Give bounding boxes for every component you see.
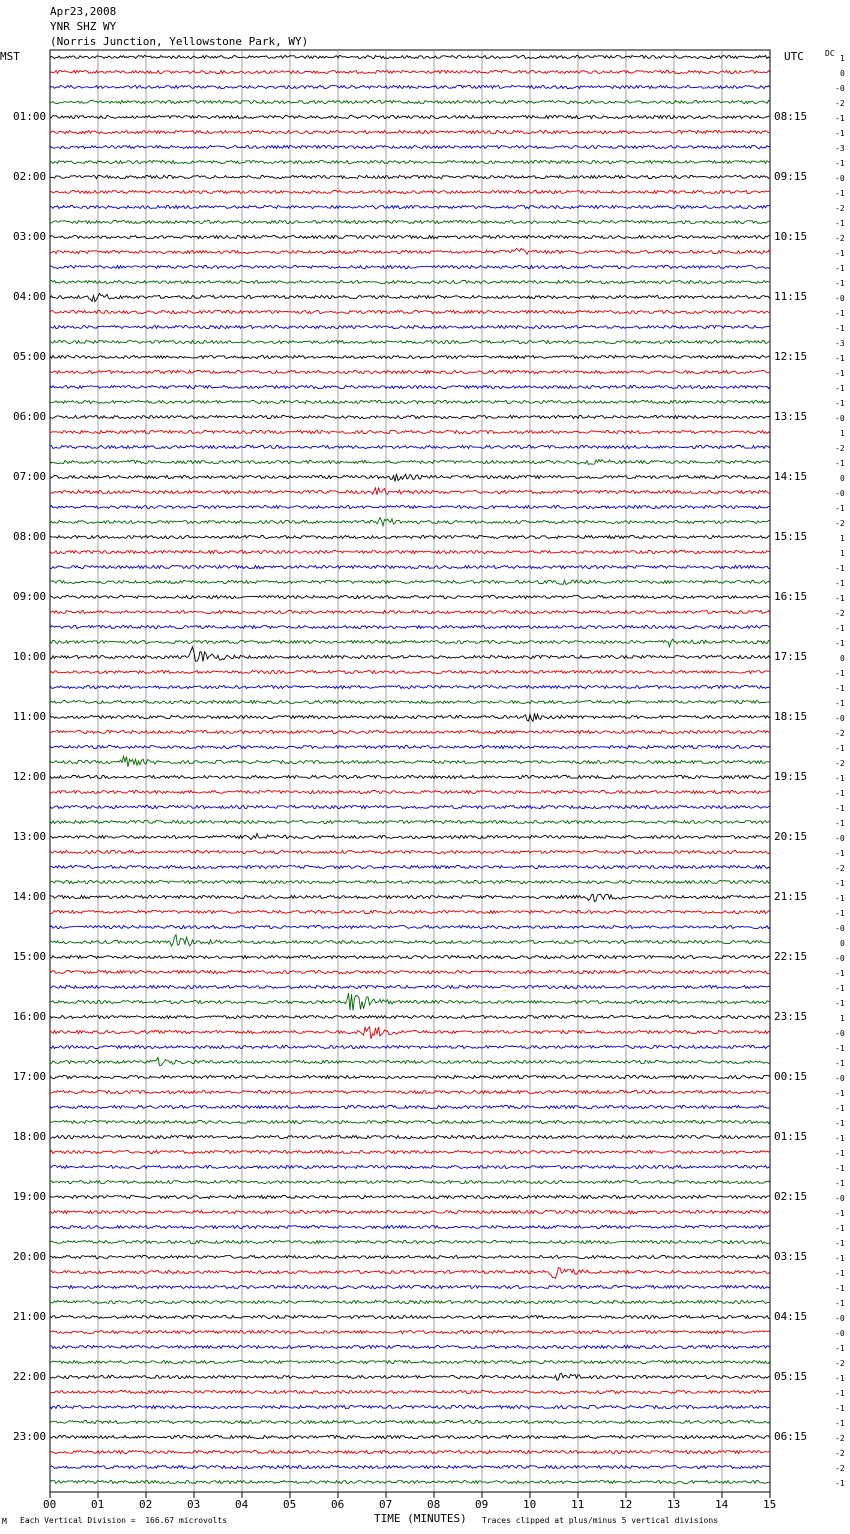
seismic-trace	[50, 1345, 770, 1348]
seismic-trace	[50, 1045, 770, 1048]
seismic-trace	[50, 115, 770, 118]
seismic-trace	[50, 220, 770, 223]
seismic-trace	[50, 565, 770, 568]
dc-offset-value: 0	[840, 69, 845, 78]
dc-offset-value: -1	[835, 804, 845, 813]
dc-offset-value: -1	[835, 639, 845, 648]
right-hour-label: 13:15	[774, 410, 808, 423]
dc-offset-value: -1	[835, 309, 845, 318]
seismic-trace	[50, 445, 770, 448]
dc-offset-value: -1	[835, 1209, 845, 1218]
dc-offset-value: -1	[835, 1389, 845, 1398]
seismic-trace	[50, 1450, 770, 1453]
left-hour-label: 16:00	[13, 1010, 47, 1023]
dc-offset-value: -1	[835, 1404, 845, 1413]
seismic-trace	[50, 1105, 770, 1108]
dc-offset-value: -0	[835, 84, 845, 93]
left-hour-label: 17:00	[13, 1070, 47, 1083]
right-hour-label: 02:15	[774, 1190, 808, 1203]
seismic-trace	[50, 160, 770, 163]
dc-offset-value: -1	[835, 459, 845, 468]
seismic-trace	[50, 145, 770, 148]
dc-offset-value: -0	[835, 414, 845, 423]
seismic-trace	[50, 1015, 770, 1018]
dc-offset-value: -3	[835, 339, 845, 348]
seismic-trace	[50, 1465, 770, 1468]
dc-offset-value: 0	[840, 474, 845, 483]
left-hour-label: 18:00	[13, 1130, 47, 1143]
left-hour-label: 20:00	[13, 1250, 47, 1263]
clip-note: Traces clipped at plus/minus 5 vertical divisions	[482, 1516, 719, 1525]
x-tick-label: 05	[283, 1498, 297, 1511]
dc-offset-value: -1	[835, 1344, 845, 1353]
dc-offset-value: -1	[835, 1164, 845, 1173]
x-tick-label: 02	[139, 1498, 153, 1511]
seismic-trace	[50, 488, 770, 495]
dc-offset-value: -1	[835, 894, 845, 903]
dc-offset-value: -1	[835, 264, 845, 273]
seismic-trace	[50, 474, 770, 482]
right-hour-label: 23:15	[774, 1010, 808, 1023]
dc-offset-value: -1	[835, 1239, 845, 1248]
dc-offset-value: -1	[835, 189, 845, 198]
dc-offset-value: 0	[840, 939, 845, 948]
dc-offset-value: -1	[835, 219, 845, 228]
right-hour-label: 09:15	[774, 170, 808, 183]
right-hour-label: 16:15	[774, 590, 808, 603]
left-hour-label: 05:00	[13, 350, 47, 363]
dc-offset-value: -1	[835, 354, 845, 363]
seismic-trace	[50, 1268, 770, 1279]
seismic-trace	[50, 130, 770, 133]
seismic-trace	[50, 355, 770, 358]
dc-offset-value: -1	[835, 369, 845, 378]
dc-offset-value: -1	[835, 1044, 845, 1053]
right-timezone-label: UTC	[784, 50, 804, 63]
dc-offset-value: -1	[835, 1299, 845, 1308]
right-hour-label: 08:15	[774, 110, 808, 123]
seismic-trace	[50, 820, 770, 823]
left-hour-label: 03:00	[13, 230, 47, 243]
seismic-trace	[50, 70, 770, 73]
dc-offset-value: -1	[835, 699, 845, 708]
left-hour-label: 11:00	[13, 710, 47, 723]
seismic-trace	[50, 1225, 770, 1228]
seismic-trace	[50, 970, 770, 973]
seismic-trace	[50, 1285, 770, 1288]
seismic-trace	[50, 1240, 770, 1243]
seismic-trace	[50, 910, 770, 913]
seismic-trace	[50, 550, 770, 553]
seismic-trace	[50, 756, 770, 767]
seismic-trace	[50, 1090, 770, 1093]
dc-offset-value: -1	[835, 384, 845, 393]
seismic-trace	[50, 175, 770, 178]
seismic-trace	[50, 713, 770, 721]
dc-offset-value: 1	[840, 1014, 845, 1023]
seismic-trace	[50, 100, 770, 103]
seismic-trace	[50, 1405, 770, 1408]
dc-offset-value: -1	[835, 969, 845, 978]
x-tick-label: 04	[235, 1498, 249, 1511]
seismic-trace	[50, 850, 770, 853]
dc-offset-value: -1	[835, 1254, 845, 1263]
dc-offset-value: -1	[835, 159, 845, 168]
seismic-trace	[50, 190, 770, 193]
x-tick-label: 13	[667, 1498, 681, 1511]
dc-offset-value: -1	[835, 399, 845, 408]
dc-offset-value: -2	[835, 234, 845, 243]
left-hour-label: 14:00	[13, 890, 47, 903]
left-hour-label: 12:00	[13, 770, 47, 783]
seismic-trace	[50, 1165, 770, 1168]
seismic-trace	[50, 745, 770, 748]
seismic-trace	[50, 535, 770, 538]
seismic-trace	[50, 1150, 770, 1153]
dc-offset-value: -0	[835, 1329, 845, 1338]
dc-offset-value: -0	[835, 1074, 845, 1083]
x-tick-label: 03	[187, 1498, 201, 1511]
dc-offset-value: 1	[840, 534, 845, 543]
seismic-trace	[50, 1195, 770, 1198]
left-hour-label: 02:00	[13, 170, 47, 183]
dc-offset-value: -2	[835, 609, 845, 618]
left-hour-label: 15:00	[13, 950, 47, 963]
x-tick-label: 01	[91, 1498, 105, 1511]
right-hour-label: 00:15	[774, 1070, 808, 1083]
dc-offset-value: -1	[835, 744, 845, 753]
seismic-trace	[50, 647, 770, 662]
right-hour-label: 15:15	[774, 530, 808, 543]
dc-offset-value: -0	[835, 174, 845, 183]
left-hour-label: 21:00	[13, 1310, 47, 1323]
dc-offset-value: -2	[835, 444, 845, 453]
seismic-trace	[50, 790, 770, 793]
left-hour-label: 01:00	[13, 110, 47, 123]
seismic-trace	[50, 518, 770, 526]
seismic-trace	[50, 730, 770, 733]
dc-offset-value: -3	[835, 144, 845, 153]
seismic-trace	[50, 1420, 770, 1423]
seismic-trace	[50, 985, 770, 988]
seismic-trace	[50, 1058, 770, 1066]
seismic-trace	[50, 1300, 770, 1303]
dc-offset-value: -0	[835, 489, 845, 498]
x-tick-label: 10	[523, 1498, 537, 1511]
seismic-trace	[50, 1330, 770, 1333]
dc-offset-value: -1	[835, 1134, 845, 1143]
seismic-trace	[50, 834, 770, 840]
seismic-trace	[50, 310, 770, 313]
dc-offset-value: -1	[835, 819, 845, 828]
seismic-trace	[50, 280, 770, 283]
dc-offset-value: -1	[835, 1224, 845, 1233]
dc-offset-value: 1	[840, 549, 845, 558]
dc-offset-value: -1	[835, 624, 845, 633]
x-tick-label: 08	[427, 1498, 441, 1511]
right-hour-label: 20:15	[774, 830, 808, 843]
left-timezone-label: MST	[0, 50, 20, 63]
seismic-trace	[50, 1315, 770, 1318]
seismic-trace	[50, 1210, 770, 1213]
chart-date: Apr23,2008	[50, 5, 117, 18]
left-hour-label: 19:00	[13, 1190, 47, 1203]
right-hour-label: 06:15	[774, 1430, 808, 1443]
corner-mark: M	[2, 1517, 7, 1526]
right-hour-label: 19:15	[774, 770, 808, 783]
seismic-trace	[50, 639, 770, 647]
left-hour-label: 04:00	[13, 290, 47, 303]
dc-offset-value: -1	[835, 999, 845, 1008]
x-tick-label: 09	[475, 1498, 489, 1511]
dc-offset-value: -1	[835, 249, 845, 258]
dc-offset-value: -2	[835, 1464, 845, 1473]
seismic-trace	[50, 580, 770, 585]
dc-offset-value: -1	[835, 1119, 845, 1128]
right-hour-label: 17:15	[774, 650, 808, 663]
x-tick-label: 06	[331, 1498, 345, 1511]
left-hour-label: 10:00	[13, 650, 47, 663]
dc-offset-value: -1	[835, 684, 845, 693]
dc-offset-value: 1	[840, 429, 845, 438]
seismic-trace	[50, 595, 770, 598]
dc-offset-value: -1	[835, 909, 845, 918]
dc-offset-value: -2	[835, 729, 845, 738]
dc-offset-value: -1	[835, 579, 845, 588]
seismic-trace	[50, 205, 770, 208]
right-hour-label: 21:15	[774, 890, 808, 903]
dc-offset-value: -0	[835, 1029, 845, 1038]
dc-offset-value: -1	[835, 1089, 845, 1098]
seismic-trace	[50, 805, 770, 808]
seismic-trace	[50, 325, 770, 328]
seismic-trace	[50, 925, 770, 928]
seismic-trace	[50, 385, 770, 388]
dc-offset-value: -0	[835, 924, 845, 933]
seismic-trace	[50, 700, 770, 703]
left-hour-label: 09:00	[13, 590, 47, 603]
dc-offset-value: -0	[835, 1314, 845, 1323]
seismic-trace	[50, 85, 770, 88]
dc-offset-value: -1	[835, 1269, 845, 1278]
dc-offset-value: -1	[835, 129, 845, 138]
seismic-trace	[50, 460, 770, 465]
left-hour-label: 07:00	[13, 470, 47, 483]
dc-offset-header: DC	[825, 49, 835, 58]
seismic-trace	[50, 1120, 770, 1123]
dc-offset-value: -1	[835, 849, 845, 858]
dc-offset-value: -1	[835, 1479, 845, 1488]
dc-offset-value: -2	[835, 1359, 845, 1368]
scale-note: Each Vertical Division = 166.67 microvolts	[20, 1516, 228, 1525]
seismic-trace	[50, 1373, 770, 1380]
x-tick-label: 15	[763, 1498, 777, 1511]
dc-offset-value: -0	[835, 834, 845, 843]
seismic-trace	[50, 610, 770, 613]
seismic-trace	[50, 1480, 770, 1483]
seismic-trace	[50, 775, 770, 778]
seismic-trace	[50, 1135, 770, 1138]
dc-offset-value: -2	[835, 759, 845, 768]
x-axis-label: TIME (MINUTES)	[374, 1512, 467, 1525]
seismic-trace	[50, 265, 770, 268]
seismic-trace	[50, 340, 770, 343]
right-hour-label: 01:15	[774, 1130, 808, 1143]
dc-offset-value: -2	[835, 519, 845, 528]
dc-offset-value: -2	[835, 864, 845, 873]
dc-offset-value: 0	[840, 654, 845, 663]
dc-offset-value: -2	[835, 1449, 845, 1458]
seismic-trace	[50, 1027, 770, 1039]
dc-offset-value: -1	[835, 279, 845, 288]
right-hour-label: 05:15	[774, 1370, 808, 1383]
right-hour-label: 03:15	[774, 1250, 808, 1263]
dc-offset-value: -1	[835, 324, 845, 333]
dc-offset-value: -1	[835, 504, 845, 513]
dc-offset-value: -0	[835, 714, 845, 723]
dc-offset-value: -0	[835, 294, 845, 303]
dc-offset-value: -1	[835, 1374, 845, 1383]
x-tick-label: 14	[715, 1498, 729, 1511]
seismic-trace	[50, 1255, 770, 1258]
seismic-trace	[50, 1360, 770, 1363]
dc-offset-value: -0	[835, 954, 845, 963]
seismic-trace	[50, 430, 770, 433]
dc-offset-value: -1	[835, 594, 845, 603]
seismic-trace	[50, 865, 770, 868]
right-hour-label: 11:15	[774, 290, 808, 303]
dc-offset-value: -0	[835, 1194, 845, 1203]
x-tick-label: 11	[571, 1498, 585, 1511]
dc-offset-value: -1	[835, 1059, 845, 1068]
right-hour-label: 10:15	[774, 230, 808, 243]
seismic-trace	[50, 993, 770, 1011]
seismic-trace	[50, 625, 770, 628]
dc-offset-value: 1	[840, 54, 845, 63]
seismic-trace	[50, 55, 770, 58]
dc-offset-value: -1	[835, 669, 845, 678]
dc-offset-value: -1	[835, 114, 845, 123]
seismic-trace	[50, 400, 770, 403]
dc-offset-value: -1	[835, 789, 845, 798]
dc-offset-value: -1	[835, 1104, 845, 1113]
right-hour-label: 22:15	[774, 950, 808, 963]
left-hour-label: 08:00	[13, 530, 47, 543]
seismic-trace	[50, 894, 770, 902]
station-name: YNR SHZ WY	[50, 20, 117, 33]
seismic-trace	[50, 955, 770, 958]
seismic-trace	[50, 248, 770, 254]
dc-offset-value: -1	[835, 879, 845, 888]
station-location: (Norris Junction, Yellowstone Park, WY)	[50, 35, 309, 48]
seismic-trace	[50, 1075, 770, 1078]
seismic-trace	[50, 294, 770, 302]
left-hour-label: 23:00	[13, 1430, 47, 1443]
seismic-trace	[50, 235, 770, 238]
seismic-trace	[50, 670, 770, 673]
dc-offset-value: -1	[835, 774, 845, 783]
seismic-trace	[50, 935, 770, 947]
dc-offset-value: -1	[835, 1179, 845, 1188]
left-hour-label: 22:00	[13, 1370, 47, 1383]
seismic-trace	[50, 370, 770, 373]
dc-offset-value: -1	[835, 1419, 845, 1428]
dc-offset-value: -1	[835, 984, 845, 993]
x-tick-label: 12	[619, 1498, 633, 1511]
right-hour-label: 18:15	[774, 710, 808, 723]
seismic-trace	[50, 1180, 770, 1183]
right-hour-label: 04:15	[774, 1310, 808, 1323]
left-hour-label: 13:00	[13, 830, 47, 843]
seismic-trace	[50, 880, 770, 883]
right-hour-label: 12:15	[774, 350, 808, 363]
dc-offset-value: -2	[835, 99, 845, 108]
x-tick-label: 07	[379, 1498, 393, 1511]
left-hour-label: 06:00	[13, 410, 47, 423]
dc-offset-value: -1	[835, 1284, 845, 1293]
seismic-trace	[50, 415, 770, 418]
seismic-trace	[50, 1390, 770, 1393]
dc-offset-value: -2	[835, 1434, 845, 1443]
dc-offset-value: -1	[835, 564, 845, 573]
x-tick-label: 00	[43, 1498, 57, 1511]
right-hour-label: 14:15	[774, 470, 808, 483]
dc-offset-value: -2	[835, 204, 845, 213]
seismic-trace	[50, 685, 770, 688]
dc-offset-value: -1	[835, 1149, 845, 1158]
seismic-trace	[50, 1435, 770, 1438]
seismic-trace	[50, 505, 770, 508]
